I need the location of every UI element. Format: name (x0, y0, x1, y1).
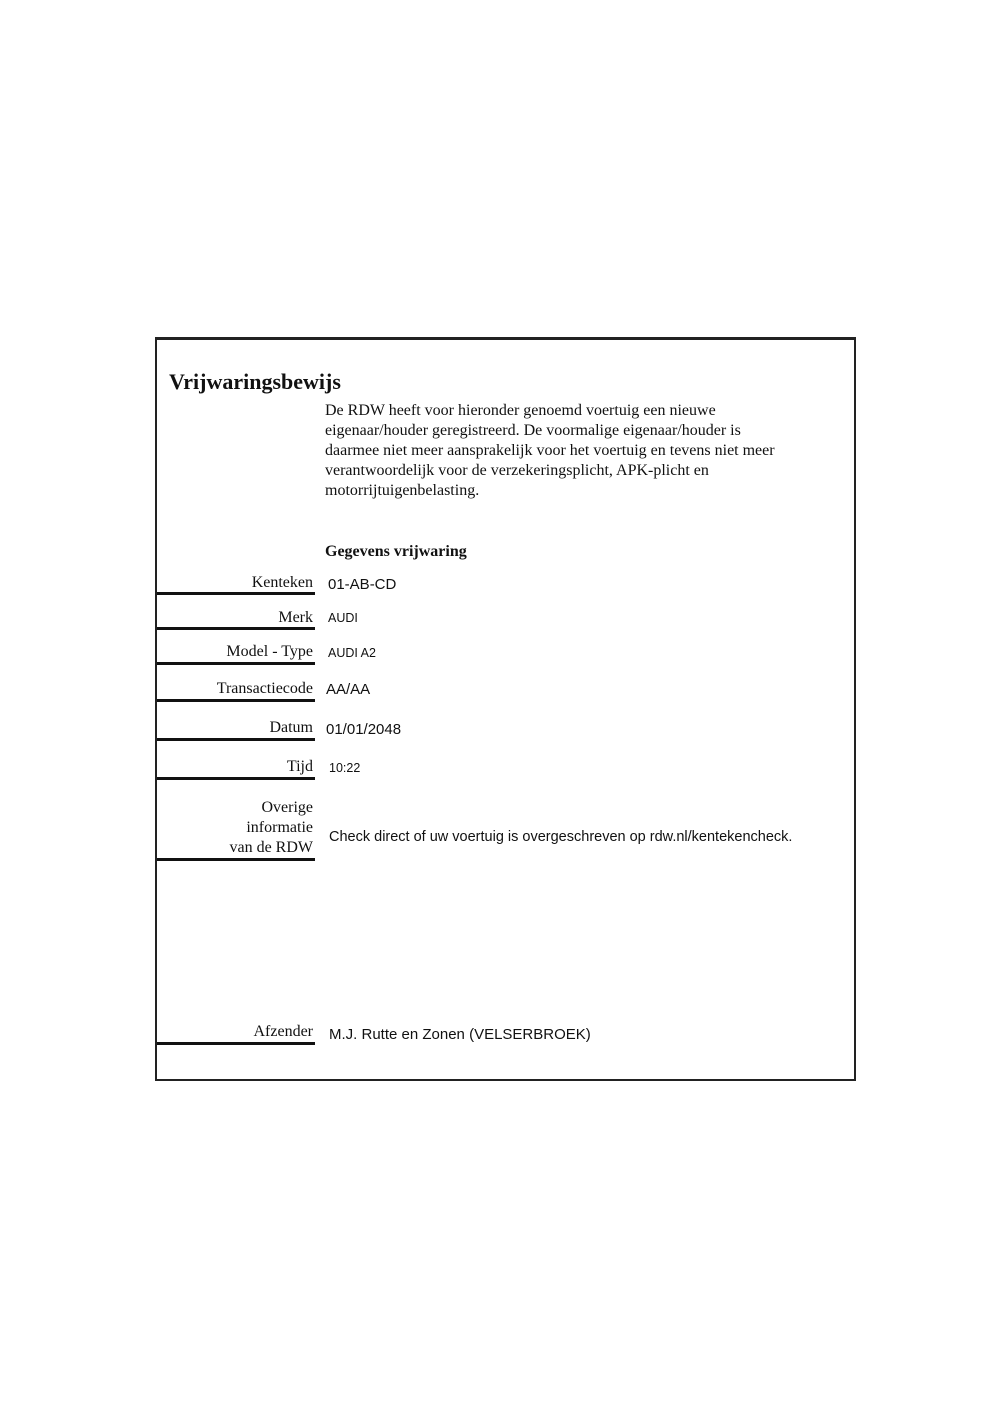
document-title: Vrijwaringsbewijs (169, 369, 341, 394)
label-overige-informatie (229, 798, 313, 858)
label-line: informatie (246, 819, 313, 836)
divider (157, 777, 315, 780)
divider (157, 699, 315, 702)
label-kenteken: Kenteken (251, 574, 313, 591)
label-merk: Merk (278, 609, 313, 626)
section-title: Gegevens vrijwaring (325, 543, 467, 560)
intro-paragraph: De RDW heeft voor hieronder genoemd voertuig een nieuwe eigenaar/houder geregistreerd. De voormalige eigenaar/houder is daarmee niet meer aansprakelijk voor het voertuig en tevens niet meer verantwoordelijk voor de verzekeringsplicht, APK-plicht en motorrijtuigenbelasting. (325, 402, 775, 499)
value-kenteken: 01-AB-CD (328, 576, 397, 593)
label-line: van de RDW (229, 839, 313, 856)
value-merk: AUDI (328, 611, 358, 625)
label-datum: Datum (269, 719, 313, 736)
value-tijd: 10:22 (329, 761, 361, 775)
divider (157, 1042, 315, 1045)
value-afzender: M.J. Rutte en Zonen (VELSERBROEK) (329, 1026, 591, 1043)
label-model-type: Model - Type (226, 643, 313, 660)
divider (157, 662, 315, 665)
divider (157, 858, 315, 861)
value-overige-informatie: Check direct of uw voertuig is overgeschreven op rdw.nl/kentekencheck. (329, 829, 793, 845)
label-transactiecode: Transactiecode (216, 680, 313, 697)
value-datum: 01/01/2048 (326, 721, 402, 738)
value-model-type: AUDI A2 (328, 646, 376, 660)
label-afzender: Afzender (253, 1023, 313, 1040)
value-transactiecode: AA/AA (326, 681, 371, 698)
divider (157, 592, 315, 595)
label-tijd: Tijd (286, 758, 313, 775)
divider (157, 627, 315, 630)
divider (157, 738, 315, 741)
label-line: Overige (261, 799, 313, 816)
